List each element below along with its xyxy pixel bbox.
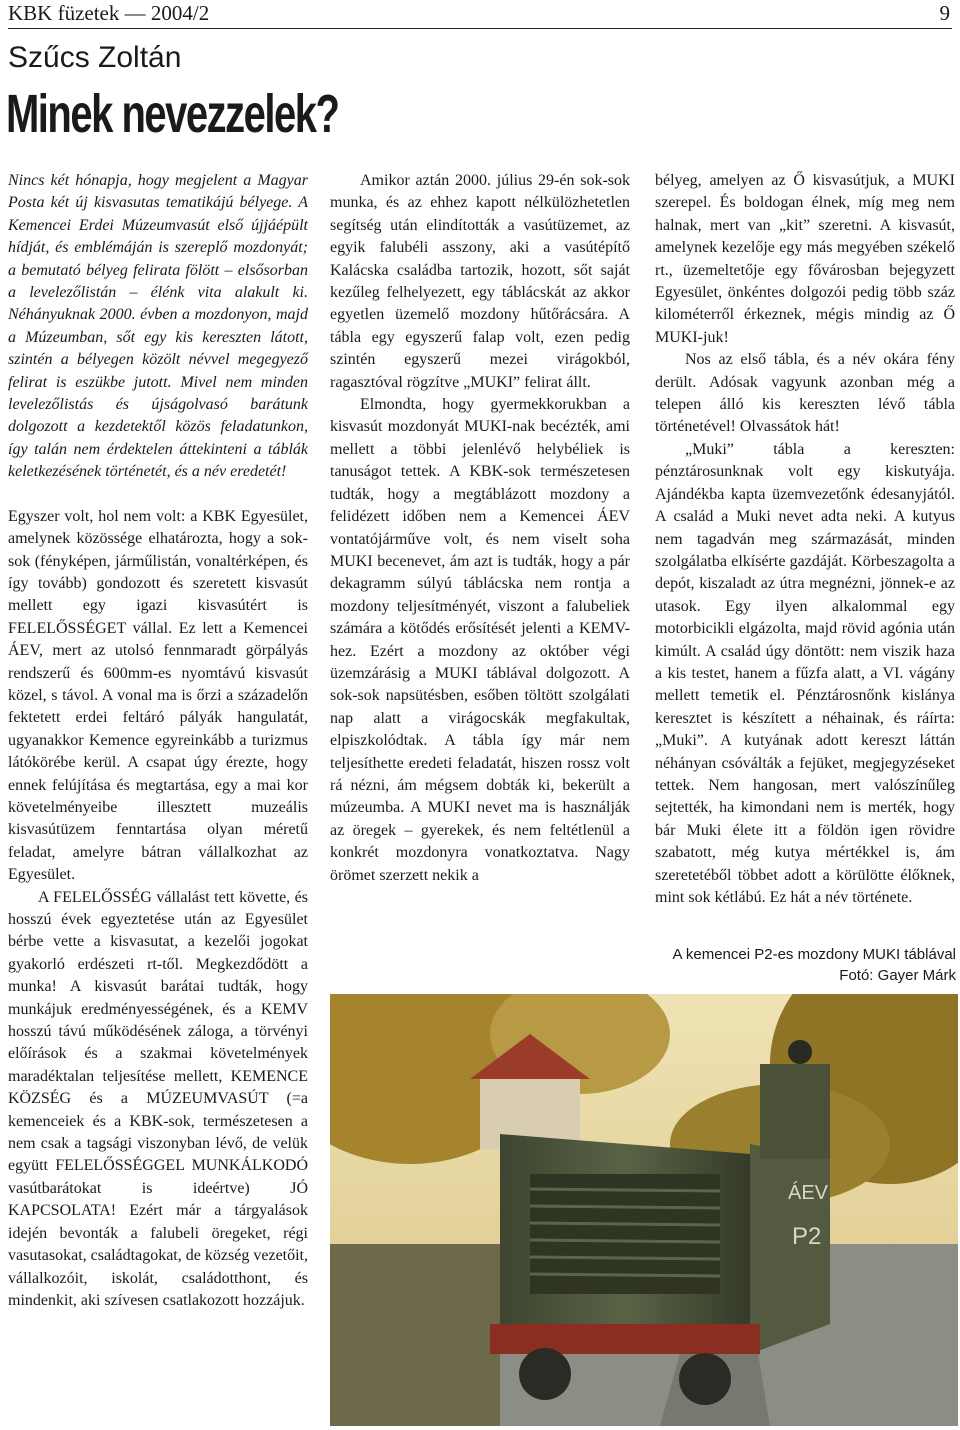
body-paragraph: Elmondta, hogy gyermekkorukban a kisvasút mozdonyát MUKI-nak becézték, ami mellett a többi jelenlévő helybéliek is tanuságot tettek. A KBK-sok természetesen tudták, hogy a megtáblázott mozdony a felidézett időben nem a Kemencei ÁEV vontatójárműve volt, és nem viselt soha MUKI becenevet, ám azt is tudták, hogy a pár dekagramm súlyú táblácska nem rontja a mozdony teljesítményét, viszont a falubeliek számára a kötődés erősítését jelenti a KEMV-hez. Ezért a mozdony az október végi üzemzárásig a MUKI táblával dolgozott. A sok-sok napsütésben, esőben töltött szolgálati nap alatt a virágocskák megfakultak, elpiszkolódtak. A tábla így már nem teljesíthette eredeti feladatát, hiszen rossz volt rá nézni, ám mégsem dobták ki, bekerült a múzeumba. A MUKI nevet ma is használják az öregek – gyerekek, és nem feltétlenül a konkrét mozdonyra vonatkoztatva. Nagy örömet szerzett nekik a <box>330 396 630 884</box>
buffer-beam <box>490 1324 760 1354</box>
body-paragraph: A FELELŐSSÉG vállalást tett követte, és hosszú évek egyeztetése után az Egyesület bérbe vette a kisvasutat, a kezelői jogokat gyakorló erdészeti rt-től. Megkezdődött a munka! A kisvasút barátai tudták, hogy munkájuk eredményességének, és a KEMV hosszú távú működésének záloga, a törvényi előírások és a szakmai követelmények maradéktalan teljesítése mellett, KEMENCE KÖZSÉG és a MÚZEUMVASÚT (=a kemenceiek és a KBK-sok, természetesen a nem csak a tagsági viszonyban lévő, de velük együtt FELELŐSSÉGGEL MUNKÁLKODÓ vasútbarátokat is ideértve) JÓ KAPCSOLATA! Ezért már a tárgyalások idején bevonták a falubeli öregeket, régi vasutasokat, családtagokat, de község vezetőit, vállalkozóit, iskolát, családotthont, és mindenkit, aki szívesen csatlakozott hozzájuk. <box>8 888 308 1309</box>
column-1 <box>8 170 308 1312</box>
photo-credit: Fotó: Gayer Márk <box>839 967 956 984</box>
loco-number: P2 <box>792 1223 822 1250</box>
body-paragraph: Egyszer volt, hol nem volt: a KBK Egyesület, amelynek közössége elhatározta, hogy a sok-sok (fényképen, járműlistán, vonaltérképen, és így tovább) gondozott és szeretett kisvasút mellett egy igazi kisvasútért is FELELŐSSÉGET vállal. Ez lett a Kemencei ÁEV, mert az utolsó fennmaradt görpályás rendszerű és 600mm-es nyomtávú kisvasút közel, s távol. A vonal ma is őrzi a századelőn fektetett erdei feltáró pályák hangulatát, ugyanakkor Kemence egyreinkább a turizmus látókörébe kerül. A csapat úgy érezte, hogy ennek felújítása és megtartása, egy a mai kor követelményeibe illesztett muzeális kisvasútüzem fenntartása olyan méretű feladat, amelyre bátran vállalkozhat az Egyesület. <box>8 507 308 884</box>
column-2 <box>330 170 630 887</box>
wheel <box>679 1353 731 1405</box>
body-paragraph: bélyeg, amelyen az Ő kisvasútjuk, a MUKI szerepel. És boldogan élnek, míg meg nem halnak, mert van „kit” szeretni. A kisvasút, amelynek kezelője egy más megyében székelő rt., üzemeltetője egy fővárosban bejegyzett Egyesület, önkéntes dolgozói pedig több száz kilométerről érkeznek, mégis mindig az Ő MUKI-juk! <box>655 172 955 346</box>
locomotive-cab <box>760 1064 830 1159</box>
caption-text: A kemencei P2-es mozdony MUKI táblával <box>672 946 956 963</box>
running-header <box>8 0 952 29</box>
loco-lettering: ÁEV <box>788 1182 829 1204</box>
body-paragraph: Nos az első tábla, és a név okára fény derült. Adósak vagyunk azonban még a telepen álló kis kereszten lévő tábla történetével! Olvassátok hát! <box>655 351 955 436</box>
radiator-grille <box>530 1174 720 1294</box>
grass <box>330 1244 500 1426</box>
driver <box>788 1040 812 1064</box>
lead-paragraph: Nincs két hónapja, hogy megjelent a Magyar Posta két új kisvasutas tematikájú bélyege. A Kemencei Erdei Múzeumvasút első újjáépült hídját, és emblémáján is szereplő mozdonyát; a bemutató bélyeg felirata fölött – elsősorban a levelezőlistán – élénk vita alakult ki. Néhányuknak 2000. évben a mozdonyon, majd a Múzeumban, sőt egy kis kereszten látott, szintén a bélyegen közölt névvel megegyező felirat is eszükbe jutott. Mivel nem minden levelezőlistás és újságolvasó barátunk dolgozott a kezdetektől közös feladatunkon, így talán nem érdektelen áttekinteni a táblák keletkezésének történetét, és a név eredetét! <box>8 172 308 481</box>
locomotive-photo <box>330 994 958 1426</box>
issue-label: KBK füzetek — 2004/2 <box>8 1 210 25</box>
body-paragraph: Amikor aztán 2000. július 29-én sok-sok munka, és az ehhez kapott nélkülözhetetlen segítség után elindították a vasútüzemet, az egyik falubéli asszony, aki a vasútépítő Kalácska családba tartozik, hozott, sőt saját kezűleg felhelyezett, egy táblácskát az akkor egyetlen üzemelő mozdony hűtőrácsára. A tábla egy egyszerű falap volt, ezen pedig szintén egyszerű mezei virágokból, ragasztóval rögzítve „MUKI” felirat állt. <box>330 172 630 391</box>
body-paragraph: „Muki” tábla a kereszten: pénztárosunknak volt egy kiskutyája. Ajándékba kapta üzemvezetőnk édesanyjától. A család a Muki nevet adta neki. A kutyus nem tagadván meg származását, minden szolgálatba elkísérte gazdáját. Körbeszagolta a depót, kiszaladt az útra megnézni, jönnek-e az utasok. Egy ilyen alkalommal egy motorbicikli elgázolta, majd rövid agónia után kimúlt. A család úgy döntött: nem viszik haza a kis testet, hanem a fűzfa alatt, a VI. vágány mellett temetik el. Pénztárosnőnk kislánya keresztet is készített a néhainak, és ráírta: „Muki”. A kutyának adott kereszt láttán néhányan csóválták a fejüket, megjegyzéseket tettek. Nem hangosan, mert valószínűleg sejtették, ha kimondani nem is merték, hogy bár Muki élete itt a földön igen rövidre szabatott, még kutya mértékkel is, ám szeretetéből többet adott a körülötte élőknek, mint sok kétlábú. Ez hát a név története. <box>655 440 955 906</box>
locomotive-illustration <box>330 994 958 1426</box>
column-3 <box>655 170 955 909</box>
photo-caption <box>626 944 956 986</box>
wheel <box>519 1348 571 1400</box>
article-author: Szűcs Zoltán <box>8 41 182 74</box>
article-title: Minek nevezzelek? <box>6 84 339 144</box>
page-number: 9 <box>939 1 950 25</box>
